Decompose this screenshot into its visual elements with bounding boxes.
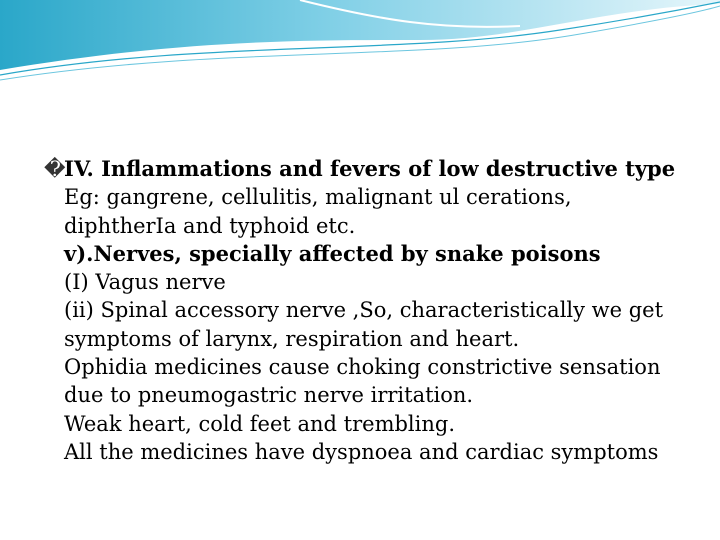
line-row (44, 410, 684, 438)
line-row (44, 353, 684, 410)
line-7: All the medicines have dyspnoea and cardiac symptoms (64, 439, 659, 464)
line-2: v).Nerves, specially affected by snake poisons (64, 240, 601, 266)
line-row (44, 296, 684, 353)
decorative-wave-banner (0, 0, 720, 90)
wave-fill (0, 0, 720, 70)
line-0: IV. Inflammations and fevers of low destructive type (64, 156, 676, 181)
line-row (44, 438, 684, 466)
line-row (44, 240, 684, 268)
line-5: Ophidia medicines cause choking constrictive sensation due to pneumogastric nerve irritation. (64, 355, 661, 408)
line-6: Weak heart, cold feet and trembling. (64, 411, 456, 436)
bullet-glyph: � (44, 157, 66, 181)
line-1: Eg: gangrene, cellulitis, malignant ul cerations, diphtherIa and typhoid etc. (64, 185, 572, 238)
line-row (44, 268, 684, 296)
line-4: (ii) Spinal accessory nerve ,So, characteristically we get symptoms of larynx, respiration and heart. (64, 298, 664, 351)
line-row (44, 183, 684, 240)
line-3: (I) Vagus nerve (64, 270, 226, 295)
slide-body (44, 155, 684, 466)
bullet-heading (44, 155, 684, 183)
